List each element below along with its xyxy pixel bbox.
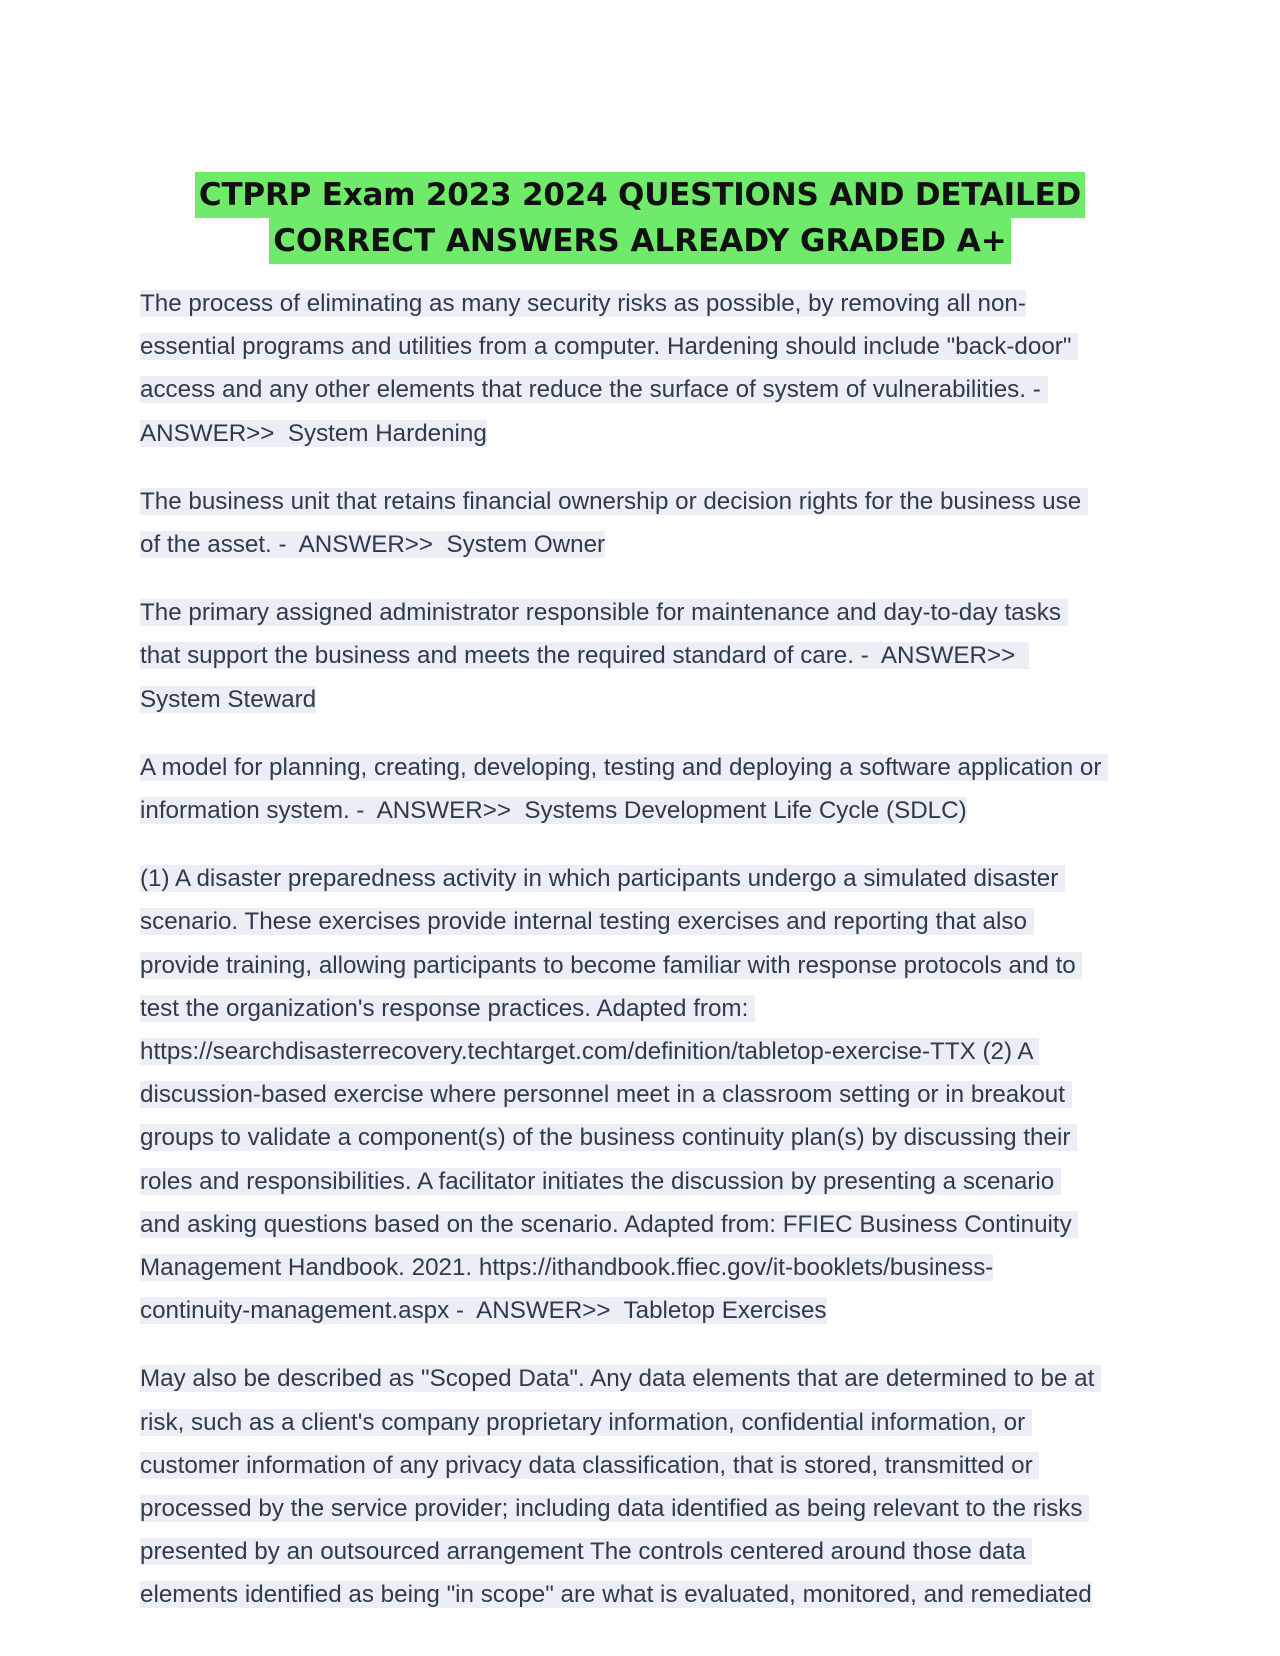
document-title (0, 172, 1280, 264)
title-line-1: CTPRP Exam 2023 2024 QUESTIONS AND DETAILED (195, 172, 1085, 218)
qa-item-system-steward (140, 591, 1150, 721)
qa-text-line: scenario. These exercises provide internal testing exercises and reporting that also (140, 908, 1034, 936)
qa-text-line: discussion-based exercise where personnel meet in a classroom setting or in breakout (140, 1081, 1072, 1109)
qa-list (140, 282, 1150, 1642)
qa-text-line: The process of eliminating as many security risks as possible, by removing all non- (140, 290, 1026, 317)
qa-text-line: roles and responsibilities. A facilitator initiates the discussion by presenting a scenario (140, 1167, 1061, 1195)
qa-text-line: https://searchdisasterrecovery.techtarget.com/definition/tabletop-exercise-TTX (2) A (140, 1038, 1039, 1066)
qa-text-line: provide training, allowing participants to become familiar with response protocols and to (140, 951, 1083, 979)
qa-text-line: test the organization's response practices. Adapted from: (140, 994, 756, 1022)
qa-text-line: ANSWER>> System Hardening (140, 419, 487, 447)
qa-text-line: A model for planning, creating, developing, testing and deploying a software application or (140, 753, 1109, 781)
title-line-2: CORRECT ANSWERS ALREADY GRADED A+ (269, 218, 1011, 264)
qa-text-line: elements identified as being "in scope" are what is evaluated, monitored, and remediated (140, 1581, 1092, 1609)
qa-text-line: continuity-management.aspx - ANSWER>> Tabletop Exercises (140, 1297, 827, 1325)
qa-text-line: Management Handbook. 2021. https://ithandbook.ffiec.gov/it-booklets/business- (140, 1254, 994, 1282)
qa-text-line: customer information of any privacy data classification, that is stored, transmitted or (140, 1451, 1040, 1479)
qa-text-line: System Steward (140, 685, 317, 713)
qa-text-line: risk, such as a client's company proprietary information, confidential information, or (140, 1408, 1032, 1436)
qa-item-system-hardening (140, 282, 1150, 455)
qa-text-line: of the asset. - ANSWER>> System Owner (140, 531, 606, 559)
qa-text-line: May also be described as "Scoped Data". Any data elements that are determined to be at (140, 1365, 1102, 1393)
qa-text-line: (1) A disaster preparedness activity in which participants undergo a simulated disaster (140, 865, 1065, 893)
qa-text-line: groups to validate a component(s) of the business continuity plan(s) by discussing their (140, 1124, 1078, 1152)
qa-text-line: essential programs and utilities from a computer. Hardening should include "back-door" (140, 333, 1079, 361)
qa-text-line: processed by the service provider; including data identified as being relevant to the risks (140, 1495, 1090, 1523)
qa-item-scoped-data (140, 1357, 1150, 1616)
qa-text-line: that support the business and meets the required standard of care. - ANSWER>> (140, 642, 1029, 670)
qa-text-line: access and any other elements that reduce the surface of system of vulnerabilities. - (140, 376, 1048, 404)
qa-item-tabletop-exercises (140, 857, 1150, 1332)
qa-text-line: and asking questions based on the scenario. Adapted from: FFIEC Business Continuity (140, 1210, 1079, 1238)
qa-text-line: presented by an outsourced arrangement The controls centered around those data (140, 1538, 1033, 1566)
qa-item-sdlc (140, 746, 1150, 832)
qa-item-system-owner (140, 480, 1150, 566)
qa-text-line: information system. - ANSWER>> Systems Development Life Cycle (SDLC) (140, 797, 967, 825)
qa-text-line: The business unit that retains financial ownership or decision rights for the business use (140, 487, 1088, 515)
qa-text-line: The primary assigned administrator responsible for maintenance and day-to-day tasks (140, 599, 1068, 627)
